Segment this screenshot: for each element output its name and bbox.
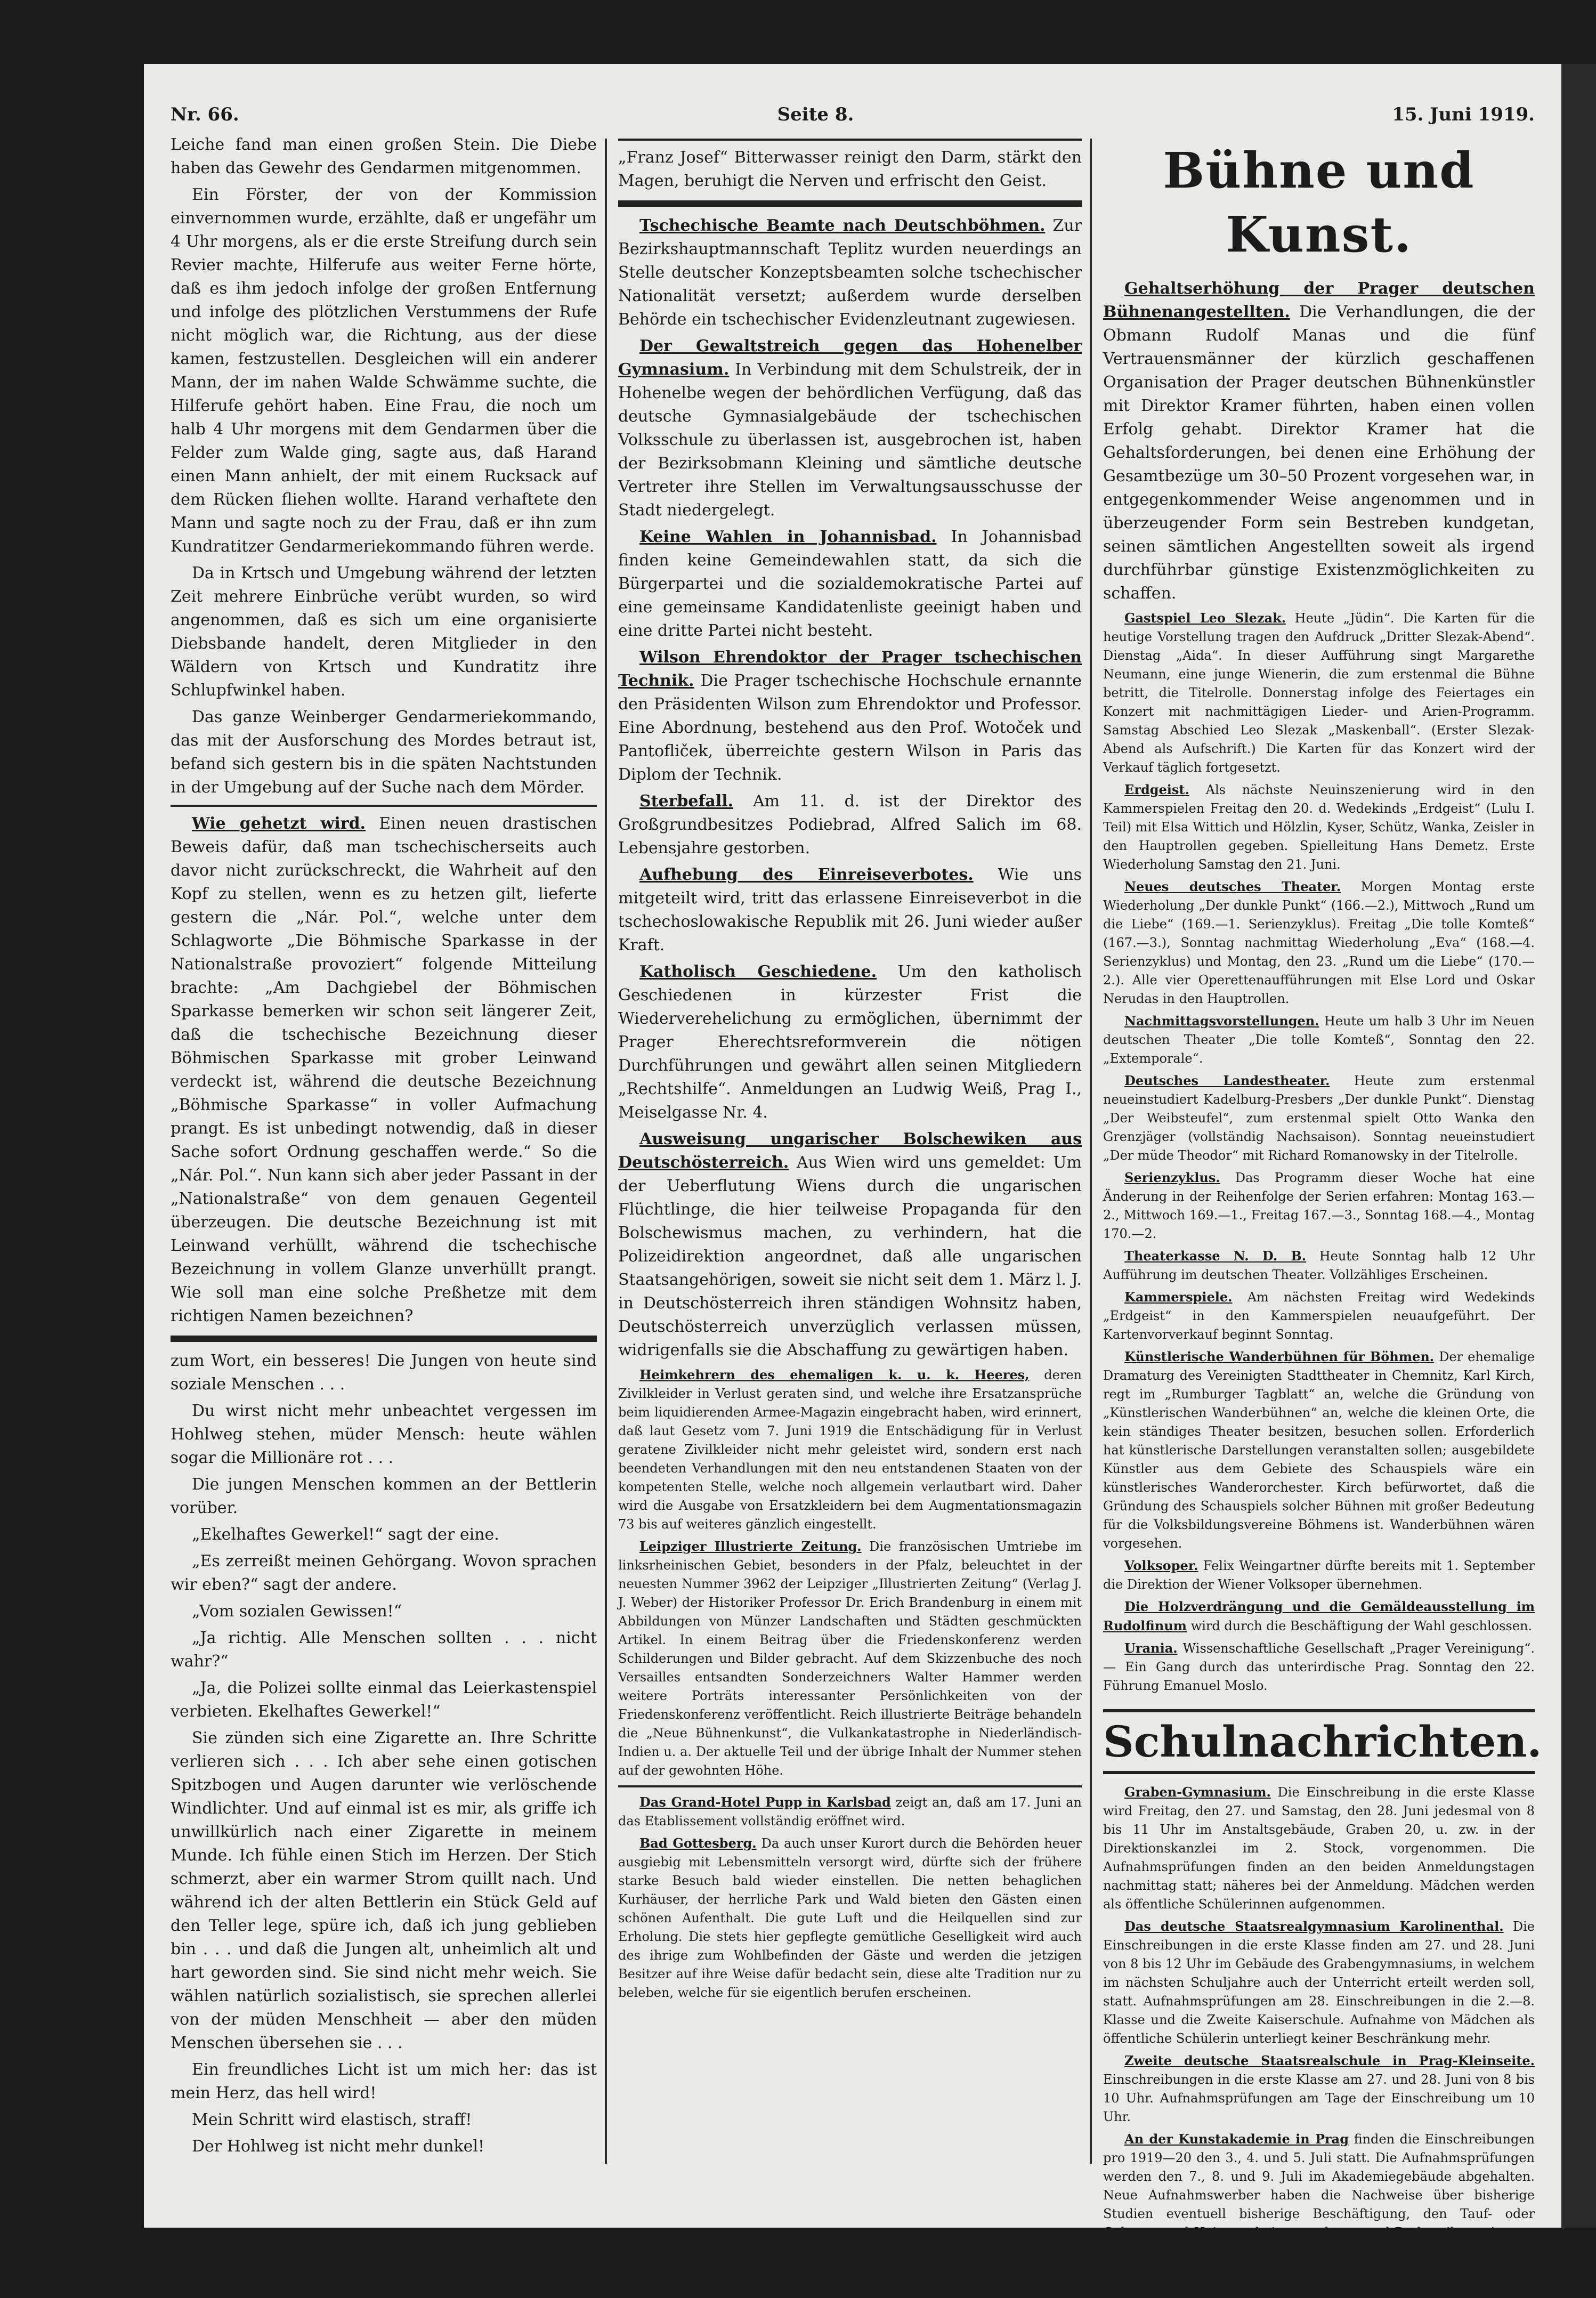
news-item (618, 214, 1082, 331)
news-body: deren Zivilkleider in Verlust geraten sind, und welche ihre Ersatzansprüche beim liquidierenden Armee-Magazin eingebracht haben, wird erinnert, daß laut Gesetz vom 7. Juni 1919 die Entschädigung für in Verlust geratene Zivilkleider nicht mehr geleistet wird, sondern erst nach beendeten Verhandlungen mit den neu entstandenen Staaten von der kompetenten Stelle, welche noch allgemein verlautbart wird. Daher wird die Ausgabe von Ersatzkleidern bei dem Augmentationsmagazin 73 bis auf weiteres gänzlich eingestellt. (618, 1368, 1082, 1532)
news-body: Als nächste Neuinszenierung wird in den Kammerspielen Freitag den 20. d. Wedekinds „Erdgeist“ (Lulu I. Teil) mit Elsa Wittich und Hölzlin, Kyser, Schütz, Wanka, Zeisler in den Hauptrollen gegeben. Spielleitung Hans Demetz. Erste Wiederholung Samstag den 21. Juni. (1103, 782, 1535, 872)
news-body: Um den katholisch Geschiedenen in kürzester Frist die Wiederverehelichung zu ermöglichen, übernimmt der Prager Eherechtsreformverein die nötigen Durchführungen und gewährt allen seinen Mitgliedern „Rechtshilfe“. Anmeldungen an Ludwig Weiß, Prag I., Meiselgasse Nr. 4. (618, 962, 1082, 1122)
news-item (1103, 2051, 1535, 2126)
issue-number: Nr. 66. (171, 104, 239, 125)
news-heading: Künstlerische Wanderbühnen für Böhmen. (1124, 1349, 1435, 1364)
column-3 (1103, 133, 1542, 2296)
news-heading: Urania. (1124, 1640, 1178, 1656)
issue-date: 15. Juni 1919. (1392, 104, 1535, 125)
news-item (1103, 1247, 1535, 1284)
news-item (1103, 1168, 1535, 1243)
news-body: Am 11. d. ist der Direktor des Großgrundbesitzes Podiebrad, Alfred Salich im 68. Lebensjahre gestorben. (618, 792, 1082, 857)
news-item (1103, 277, 1535, 605)
article-paragraph: Ein Förster, der von der Kommission einvernommen wurde, erzählte, daß er ungefähr um 4 Uhr morgens, als er die erste Streifung durch sein Revier machte, Hilferufe aus weiter Ferne hörte, daß es ihm jedoch infolge der großen Entfernung und infolge des plötzlichen Verstummens der Rufe nicht möglich war, die Richtung, aus der diese kamen, festzustellen. Desgleichen will ein anderer Mann, der im nahen Walde Schwämme suchte, die Hilferufe gehört haben. Eine Frau, die noch um halb 4 Uhr morgens mit dem Gendarmen über die Felder zum Walde ging, sagte aus, daß Harand einen Mann anhielt, der mit einem Rucksack auf dem Rücken fliehen wollte. Harand verhaftete den Mann und sagte noch zu der Frau, daß er ihn zum Kundratitzer Gendarmeriekommando führen werde. (171, 185, 597, 556)
news-heading: Zweite deutsche Staatsrealschule in Prag-Kleinseite. (1124, 2053, 1535, 2068)
page-edge-strip (1561, 64, 1596, 2228)
news-heading: Bad Gottesberg. (639, 1835, 757, 1851)
news-item (618, 646, 1082, 787)
news-body: Heute „Jüdin“. Die Karten für die heutige Vorstellung tragen den Aufdruck „Dritter Slezak-Abend“. Dienstag „Aida“. In dieser Aufführung singt Margarethe Neumann, eine junge Wienerin, die zum erstenmal die Bühne betritt, die Titelrolle. Donnerstag infolge des Feiertages ein Konzert mit nachmittägigen Lieder- und Arien-Programm. Samstag Abschied Leo Slezak „Maskenball“. (Erster Slezak-Abend als Aufschrift.) Die Karten für das Konzert wird der Verkauf täglich fortgesetzt. (1103, 611, 1535, 775)
news-item (618, 1128, 1082, 1362)
news-item (618, 790, 1082, 860)
news-body: Heute Sonntag halb 12 Uhr Aufführung im deutschen Theater. Vollzähliges Erscheinen. (1103, 1249, 1535, 1282)
feuilleton-paragraph: „Ja richtig. Alle Menschen sollten . . . nicht wahr?“ (171, 1629, 597, 1671)
news-body: Wissenschaftliche Gesellschaft „Prager Vereinigung“. — Ein Gang durch das unterirdische Prag. Sonntag den 22. Führung Emanuel Moslo. (1103, 1641, 1535, 1693)
news-item (618, 863, 1082, 957)
column-1 (171, 133, 597, 2158)
feuilleton-paragraph: Mein Schritt wird elastisch, straff! (192, 2110, 472, 2129)
news-heading: Aufhebung des Einreiseverbotes. (639, 865, 974, 884)
section-title-school-news: Schulnachrichten. (1103, 1709, 1535, 1774)
news-body: Der ehemalige Dramaturg des Vereinigten Stadttheater in Chemnitz, Karl Kirch, regt im „Rumburger Tagblatt“ an, welche die Gründung von „Künstlerischen Wanderbühnen“ an, welche die kleinen Orte, die kein ständiges Theater besitzen, besuchen sollen. Erforderlich hat künstlerische Darstellungen veranstalten sollen; ausgebildete Künstler aus dem Gebiete des Schauspiels wäre ein künstlerisches Wanderorchester. Kirch befürwortet, daß die Gründung des Schauspiels solcher Bühnen mit großer Bedeutung für die Volksbildungsvereine Böhmens ist. Wanderbühnen wären vorgesehen. (1103, 1349, 1535, 1551)
news-body: Heute um halb 3 Uhr im Neuen deutschen Theater „Die tolle Komteß“, Sonntag den 22. „Extemporale“. (1103, 1014, 1535, 1066)
news-body: Aus Wien wird uns gemeldet: Um der Ueberflutung Wiens durch die ungarischen Flüchtlinge, die hier teilweise Propaganda für den Bolschewismus machen, zu verhindern, hat die Polizeidirektion angeordnet, daß alle ungarischen Staatsangehörigen, soweit sie nicht seit dem 1. März l. J. in Deutschösterreich ihren ständigen Wohnsitz haben, Deutschösterreich unverzüglich verlassen müssen, widrigenfalls sie die Abschaffung zu gewärtigen haben. (618, 1153, 1082, 1360)
news-item (1103, 1556, 1535, 1594)
page-header (171, 91, 1535, 139)
news-item (618, 335, 1082, 522)
news-heading: Kammerspiele. (1124, 1289, 1233, 1305)
news-heading: Keine Wahlen in Johannisbad. (639, 528, 937, 546)
feuilleton-paragraph: „Vom sozialen Gewissen!“ (192, 1602, 402, 1621)
feuilleton-paragraph: Die jungen Menschen kommen an der Bettlerin vorüber. (171, 1475, 597, 1517)
news-body: Heute zum erstenmal neueinstudiert Kadelburg-Presbers „Der dunkle Punkt“. Dienstag „Der Weibsteufel“, zum erstenmal spielt Otto Wanka den Grenzjäger (vollständig Nachsaison). Sonntag neueinstudiert „Der müde Theodor“ mit Richard Romanowsky in der Titelrolle. (1103, 1073, 1535, 1163)
column-2 (618, 133, 1082, 2158)
news-heading: Neues deutsches Theater. (1124, 879, 1341, 894)
feuilleton-paragraph: „Es zerreißt meinen Gehörgang. Wovon sprachen wir eben?“ sagt der andere. (171, 1552, 597, 1594)
news-body: Die Einschreibungen in die erste Klasse finden am 27. und 28. Juni von 8 bis 12 Uhr im Gebäude des Grabengymnasiums, in welchem im nächsten Schuljahre auch der Unterricht erteilt werden soll, statt. Aufnahmsprüfungen am 28. Einschreibungen in die 2.—8. Klasse und die Zweite Kaiserschule. Aufnahme von Mädchen als öffentliche Schülerin unterliegt keiner Beschränkung mehr. (1103, 1919, 1535, 2046)
news-item (618, 1365, 1082, 1534)
column-divider-1 (605, 139, 607, 2164)
news-item (1103, 2130, 1535, 2298)
news-heading: Volksoper. (1124, 1558, 1198, 1573)
news-item (618, 960, 1082, 1124)
news-heading: Nachmittagsvorstellungen. (1124, 1013, 1319, 1029)
feuilleton-paragraph: „Ekelhaftes Gewerkel!“ sagt der eine. (192, 1525, 499, 1544)
column-divider-2 (1090, 139, 1092, 2164)
news-body: Einschreibungen in die erste Klasse am 27. und 28. Juni von 8 bis 10 Uhr. Aufnahmsprüfungen am Tage der Einschreibung um 10 Uhr. (1103, 2072, 1535, 2124)
news-body: In Verbindung mit dem Schulstreik, der in Hohenelbe wegen der behördlichen Verfügung, daß das deutsche Gymnasialgebäude der tschechischen Volksschule zu überlassen ist, ausgebrochen ist, haben der Bezirksobmann Kleining und sämtliche deutsche Vertreter ihre Stellen im Verwaltungsausschusse der Stadt niedergelegt. (618, 360, 1082, 520)
news-body: Felix Weingartner dürfte bereits mit 1. September die Direktion der Wiener Volksoper übernehmen. (1103, 1558, 1535, 1592)
news-body: Zur Bezirkshauptmannschaft Teplitz wurden neuerdings an Stelle deutscher Konzeptsbeamten solche tschechischer Nationalität versetzt; außerdem wurde derselben Behörde ein tschechischer Evidenzleutnant zugewiesen. (618, 216, 1082, 329)
news-item (618, 1537, 1082, 1780)
feuilleton-paragraph: Ein freundliches Licht ist um mich her: das ist mein Herz, das hell wird! (171, 2060, 597, 2102)
news-body: Die Verhandlungen, die der Obmann Rudolf Manas und die fünf Vertrauensmänner der kürzlich geschaffenen Organisation der Prager deutschen Bühnenkünstler mit Direktor Kramer führten, haben einen vollen Erfolg gehabt. Direktor Kramer hat die Gehaltsforderungen, bei denen eine Erhöhung der Gesamtbezüge um 30–50 Prozent vorgesehen war, in entgegenkommender Weise angenommen und in überzeugender Form sein Bestreben kundgetan, seinen sämtlichen Angestellten soweit als irgend durchführbar günstige Existenzmöglichkeiten zu schaffen. (1103, 303, 1535, 603)
news-body: Die Prager tschechische Hochschule ernannte den Präsidenten Wilson zum Ehrendoktor und Professor. Eine Abordnung, bestehend aus den Prof. Wotoček und Pantofliček, überreichte gestern Wilson in Paris das Diplom der Technik. (618, 671, 1082, 784)
news-heading: Sterbefall. (639, 792, 734, 811)
news-item (1103, 1347, 1535, 1553)
news-heading: Erdgeist. (1124, 782, 1189, 797)
news-heading: Serienzyklus. (1124, 1170, 1220, 1185)
feuilleton-paragraph: „Ja, die Polizei sollte einmal das Leierkastenspiel verbieten. Ekelhaftes Gewerkel!“ (171, 1679, 597, 1721)
advertisement: „Franz Josef“ Bitterwasser reinigt den Darm, stärkt den Magen, beruhigt die Nerven und erfrischt den Geist. (618, 148, 1082, 190)
feuilleton-separator (171, 1336, 597, 1342)
news-heading: Wilson Ehrendoktor der Prager tschechischen Technik. (618, 648, 1082, 690)
news-heading: Katholisch Geschiedene. (639, 962, 877, 981)
article-body: Einen neuen drastischen Beweis dafür, daß man tschechischerseits auch davor nicht zurückschreckt, die Wahrheit auf den Kopf zu stellen, wenn es zu hetzen gilt, lieferte gestern die „Nár. Pol.“, welche unter dem Schlagworte „Die Böhmische Sparkasse in der Nationalstraße provoziert“ folgende Mitteilung brachte: „Am Dachgiebel der Böhmischen Sparkasse bemerken wir schon seit längerer Zeit, daß die tschechische Bezeichnung dieser Böhmischen Sparkasse mit grober Leinwand verdeckt ist, während die deutsche Bezeichnung „Böhmische Sparkasse“ in voller Aufmachung prangt. Es ist unbedingt notwendig, daß in dieser Sache sofort Ordnung geschaffen werde.“ So die „Nár. Pol.“. Nun kann sich aber jeder Passant in der „Nationalstraße“ von dem genauen Gegenteil überzeugen. Die deutsche Bezeichnung ist mit Leinwand verhüllt, während die tschechische Bezeichnung in vollem Glanze unverhüllt prangt. Wie soll man eine solche Preßhetze mit dem richtigen Namen bezeichnen? (171, 814, 597, 1325)
news-heading: An der Kunstakademie in Prag (1124, 2131, 1349, 2147)
separator (618, 139, 1082, 141)
news-heading: Ausweisung ungarischer Bolschewiken aus Deutschösterreich. (618, 1130, 1082, 1172)
news-item (1103, 1012, 1535, 1068)
news-body: Die französischen Umtriebe im linksrheinischen Gebiet, besonders in der Pfalz, beleuchtet in der neuesten Nummer 3962 der Leipziger „Illustrierten Zeitung“ (Verlag J. J. Weber) der Historiker Professor Dr. Erich Brandenburg in einem mit Abbildungen von Münzer Landschaften und Städten geschmückten Artikel. In einem Beitrag über die Friedenskonferenz werden Schilderungen und Bilder gebracht. Auf dem Skizzenbuche des noch Versailles entsandten Sonderzeichners Walter Hammer werden weitere Porträts interessanter Persönlichkeiten von der Friedenskonferenz veröffentlicht. Reich illustrierte Beiträge behandeln die „Neue Bühnenkunst“, die Vulkankatastrophe in Niederländisch-Indien u. a. Der aktuelle Teil und der übrige Inhalt der Nummer stehen auf der gewohnten Höhe. (618, 1539, 1082, 1778)
news-item (1103, 609, 1535, 777)
article-paragraph: Das ganze Weinberger Gendarmeriekommando, das mit der Ausforschung des Mordes betraut ist, befand sich gestern bis in die späten Nachtstunden in der Umgebung auf der Suche nach dem Mörder. (171, 708, 597, 797)
news-item (1103, 1917, 1535, 2048)
news-heading: Leipziger Illustrierte Zeitung. (639, 1539, 862, 1554)
news-body: Wie uns mitgeteilt wird, tritt das erlassene Einreiseverbot in die tschechoslowakische Republik mit 26. Juni wieder außer Kraft. (618, 865, 1082, 954)
feuilleton-paragraph: Du wirst nicht mehr unbeachtet vergessen im Hohlweg stehen, müder Mensch: heute wählen sogar die Millionäre rot . . . (171, 1402, 597, 1467)
news-heading: Heimkehrern des ehemaligen k. u. k. Heeres, (639, 1367, 1030, 1382)
article-heading: Wie gehetzt wird. (192, 814, 366, 833)
news-body: zeigt an, daß am 17. Juni an das Etablissement vollständig eröffnet wird. (618, 1795, 1082, 1828)
news-item (1103, 1071, 1535, 1165)
news-item (618, 525, 1082, 643)
article-paragraph: Da in Krtsch und Umgebung während der letzten Zeit mehrere Einbrüche verübt wurden, so wird angenommen, daß es sich um eine organisierte Diebsbande handelt, deren Mitglieder in den Wäldern von Krtsch und Kundratitz ihre Schlupfwinkel haben. (171, 564, 597, 700)
separator (618, 1785, 1082, 1787)
separator (618, 200, 1082, 207)
news-item (1103, 1783, 1535, 1914)
news-heading: Der Gewaltstreich gegen das Hohenelber Gymnasium. (618, 337, 1082, 379)
news-body: Da auch unser Kurort durch die Behörden heuer ausgiebig mit Lebensmitteln versorgt wird, dürfte sich der frühere starke Besuch bald wieder einstellen. Die netten behaglichen Kurhäuser, der herrliche Park und Wald bieten den Gästen einen schönen Aufenthalt. Die gute Luft und die Heilquellen sind zur Erholung. Die stets hier gepflegte gemütliche Geselligkeit wird auch des ihrige zum Wohlbefinden der Gäste und werden die jetzigen Besitzer auf ihre Weise dafür bedacht sein, diese alte Tradition nur zu beleben, welche für sie eigentlich berufen erscheinen. (618, 1836, 1082, 2000)
news-heading: Deutsches Landestheater. (1124, 1073, 1330, 1088)
article-paragraph (171, 812, 597, 1328)
news-item (1103, 780, 1535, 874)
news-item (1103, 1639, 1535, 1695)
news-body: Die Einschreibung in die erste Klasse wird Freitag, den 27. und Samstag, den 28. Juni jedesmal von 8 bis 11 Uhr im Anstaltsgebäude, Graben 20, u. zw. in der Direktionskanzlei im 2. Stock, vorgenommen. Die Aufnahmsprüfungen finden an den beiden Anmeldungstagen nachmittag statt; näheres bei der Anmeldung. Mädchen werden als öffentliche Schülerinnen aufgenommen. (1103, 1785, 1535, 1912)
news-body: Am nächsten Freitag wird Wedekinds „Erdgeist“ in den Kammerspielen neuaufgeführt. Der Kartenvorverkauf beginnt Sonntag. (1103, 1290, 1535, 1342)
feuilleton-paragraph: zum Wort, ein besseres! Die Jungen von heute sind soziale Menschen . . . (171, 1352, 597, 1394)
news-heading: Die Holzverdrängung und die Gemäldeausstellung im Rudolfinum (1103, 1599, 1535, 1633)
news-heading: Gastspiel Leo Slezak. (1124, 610, 1286, 626)
news-body: In Johannisbad finden keine Gemeindewahlen statt, da sich die Bürgerpartei und die sozialdemokratische Partei auf eine gemeinsame Kandidatenliste geeinigt haben und eine dritte Partei nicht besteht. (618, 528, 1082, 640)
feuilleton-paragraph: Sie zünden sich eine Zigarette an. Ihre Schritte verlieren sich . . . Ich aber sehe einen gotischen Spitzbogen und Augen darunter wie verlöschende Windlichter. Und auf einmal ist es mir, als griffe ich unwillkürlich nach einer Zigarette in meinem Munde. Ich fühle einen Stich im Herzen. Der Stich schmerzt, aber ein warmer Strom quillt nach. Und während ich der alten Bettlerin ein Stück Geld auf den Teller lege, spüre ich, daß ich jung geblieben bin . . . und daß die Jungen alt, unheimlich alt und hart geworden sind. Sie sind nicht mehr weich. Sie wählen natürlich sozialistisch, sie sprechen allerlei von der müden Menschheit — aber den müden Menschen übersehen sie . . . (171, 1729, 597, 2052)
news-item (1103, 1597, 1535, 1636)
separator (171, 805, 597, 807)
news-heading: Tschechische Beamte nach Deutschböhmen. (639, 216, 1046, 235)
news-item (618, 1793, 1082, 1831)
news-heading: Theaterkasse N. D. B. (1124, 1248, 1307, 1264)
news-item (618, 1834, 1082, 2002)
news-heading: Das Grand-Hotel Pupp in Karlsbad (639, 1794, 891, 1810)
news-body: finden die Einschreibungen pro 1919—20 den 3., 4. und 5. Juli statt. Die Aufnahmsprüfungen werden den 7., 8. und 9. Juli im Akademiegebäude abgehalten. Neue Aufnahmswerber haben die Nachweise über bisherige Studien eventuell bisherige Beschäftigung, den Tauf- oder Geburts- und Heimatschein vorzulegen und Proben ihrer eigenen Arbeiten einzubringen. Das Schulgeld beträgt pro Semester 20 K, der Jnventarbeitrag 4 K. Nähere Bedingungen in der Studienordnung, welche unentgeltlich erhältlich ist. (1103, 2132, 1535, 2296)
news-body: Das Programm dieser Woche hat eine Änderung in der Reihenfolge der Serien erfahren: Montag 163.—2., Mittwoch 169.—1., Freitag 167.—3., Sonntag 168.—4., Montag 170.—2. (1103, 1170, 1535, 1241)
article-paragraph: Leiche fand man einen großen Stein. Die Diebe haben das Gewehr des Gendarmen mitgenommen. (171, 135, 597, 177)
news-heading: Gehaltserhöhung der Prager deutschen Bühnenangestellten. (1103, 279, 1535, 321)
page-number: Seite 8. (777, 104, 854, 125)
news-heading: Graben-Gymnasium. (1124, 1784, 1271, 1800)
news-body: Morgen Montag erste Wiederholung „Der dunkle Punkt“ (166.—2.), Mittwoch „Rund um die Liebe“ (169.—1. Serienzyklus). Freitag „Die tolle Komteß“ (167.—3.), Sonntag nachmittag Wiederholung „Eva“ (168.—4. Serienzyklus) und Montag, den 23. „Rund um die Liebe“ (170.—2.). Alle vier Operettenaufführungen mit Else Lord und Oskar Nerudas in den Hauptrollen. (1103, 879, 1535, 1006)
feuilleton-paragraph: Der Hohlweg ist nicht mehr dunkel! (192, 2137, 485, 2156)
section-title-stage-and-art: Bühne und Kunst. (1163, 142, 1475, 263)
news-body: wird durch die Beschäftigung der Wahl geschlossen. (1190, 1619, 1533, 1633)
news-item (1103, 877, 1535, 1008)
news-item (1103, 1288, 1535, 1344)
news-heading: Das deutsche Staatsrealgymnasium Karolinenthal. (1124, 1919, 1504, 1934)
